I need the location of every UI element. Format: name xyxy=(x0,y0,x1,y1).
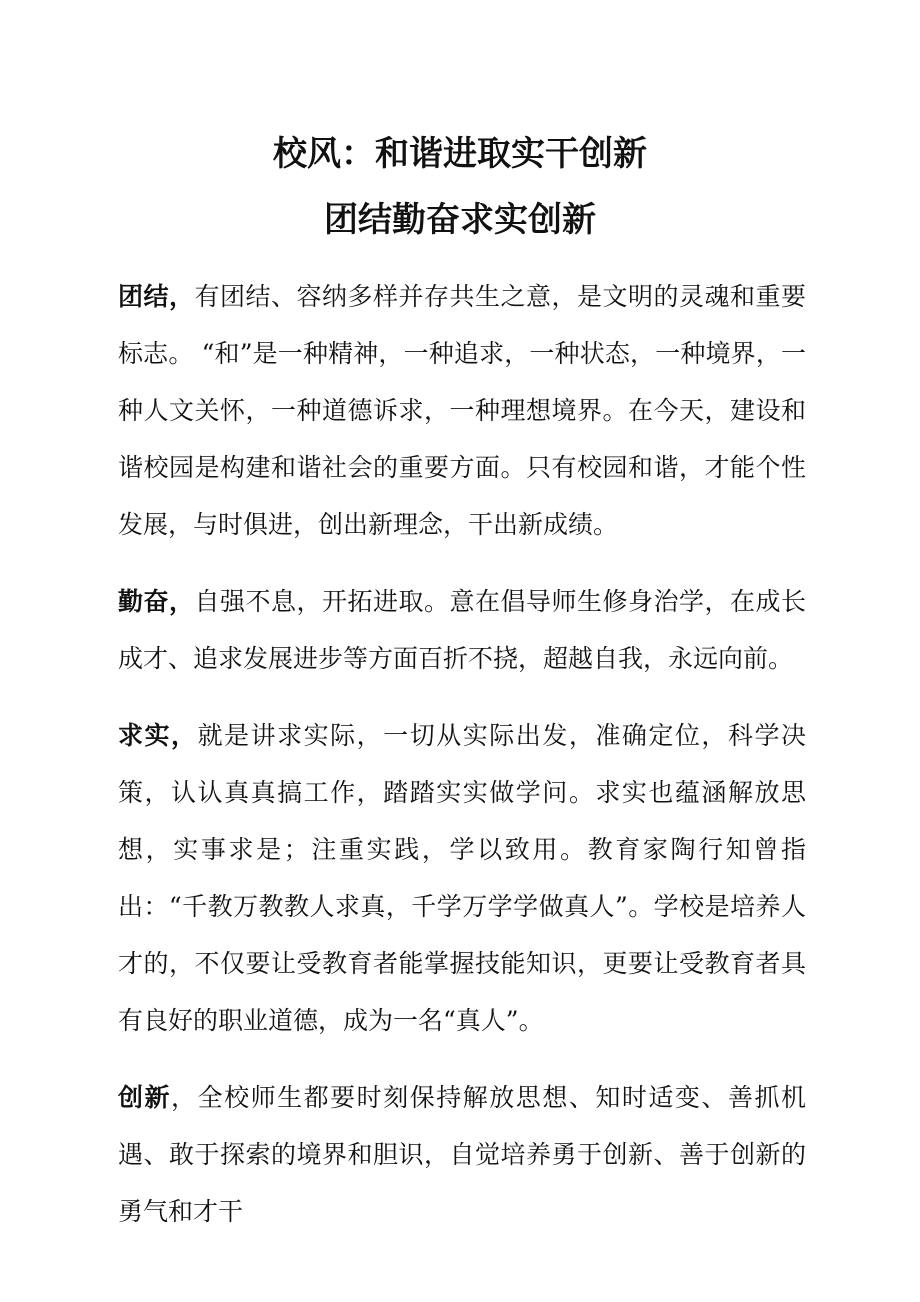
paragraph-term-separator: ， xyxy=(171,1083,198,1112)
document-subtitle: 团结勤奋求实创新 xyxy=(324,200,596,240)
paragraph-term: 团结 xyxy=(118,282,169,311)
paragraph-diligence xyxy=(118,573,806,687)
paragraph-text: 自强不息，开拓进取。意在倡导师生修身治学，在成长成才、追求发展进步等方面百折不挠，超越自我，永远向前。 xyxy=(118,587,806,673)
paragraph-term: 求实 xyxy=(118,721,172,750)
document-body xyxy=(118,268,806,1260)
paragraph-unity xyxy=(118,268,806,553)
paragraph-pragmatism xyxy=(118,707,806,1049)
paragraph-term-separator: ， xyxy=(169,282,195,311)
paragraph-text: 就是讲求实际，一切从实际出发，准确定位，科学决策，认认真真搞工作，踏踏实实做学问。求实也蕴涵解放思想，实事求是；注重实践，学以致用。教育家陶行知曾指出：“千教万教教人求真，千学万学学做真人”。学校是培养人才的，不仅要让受教育者能掌握技能知识，更要让受教育者具有良好的职业道德，成为一名“真人”。 xyxy=(118,721,806,1035)
paragraph-text: 有团结、容纳多样并存共生之意，是文明的灵魂和重要标志。 “和”是一种精神，一种追求，一种状态，一种境界，一种人文关怀，一种道德诉求，一种理想境界。在今天，建设和谐校园是构建和谐社会的重要方面。只有校园和谐，才能个性发展，与时俱进，创出新理念，干出新成绩。 xyxy=(118,282,806,539)
paragraph-term-separator: ， xyxy=(171,721,198,750)
paragraph-term-separator: ， xyxy=(169,587,195,616)
paragraph-text: 全校师生都要时刻保持解放思想、知时适变、善抓机遇、敢于探索的境界和胆识，自觉培养勇于创新、善于创新的勇气和才干 xyxy=(118,1083,806,1226)
paragraph-term: 勤奋 xyxy=(118,587,169,616)
paragraph-innovation xyxy=(118,1069,806,1240)
document-title: 校风：和谐进取实干创新 xyxy=(273,134,647,174)
paragraph-term: 创新 xyxy=(118,1083,172,1112)
